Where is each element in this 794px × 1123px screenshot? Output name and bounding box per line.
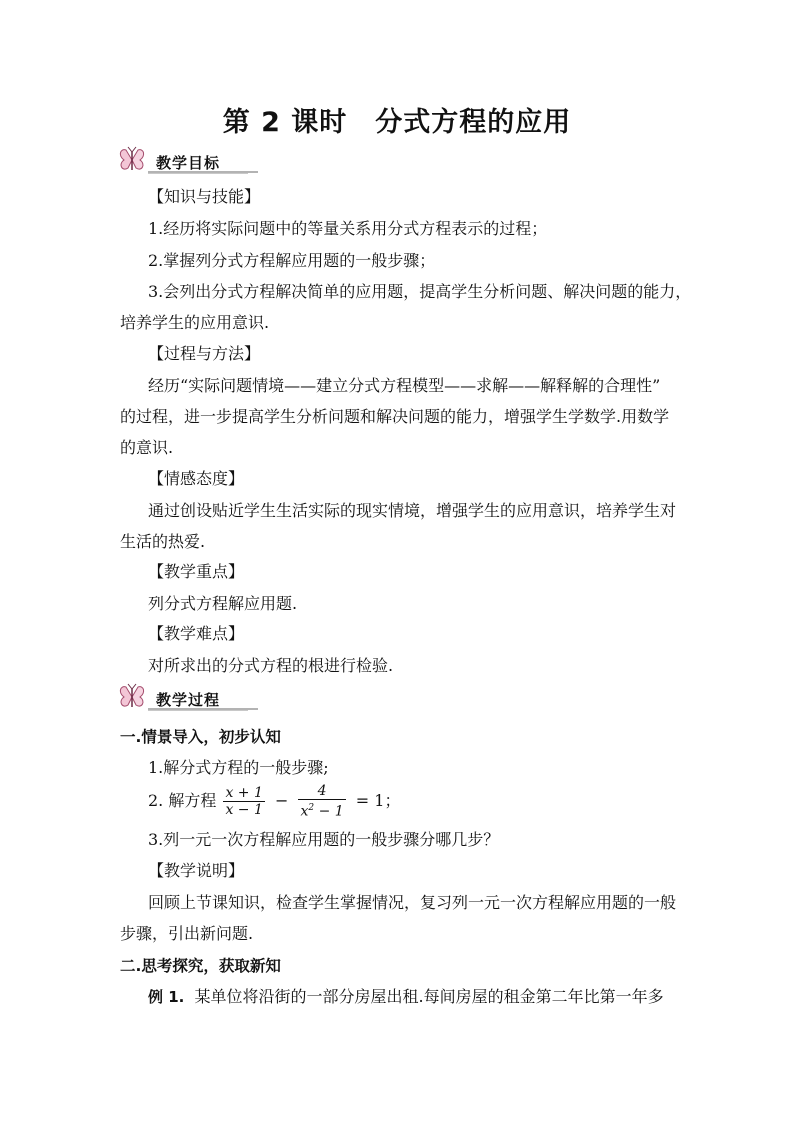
- fraction-2-numerator: 4: [317, 783, 327, 799]
- denominator-exponent: 2: [308, 803, 315, 813]
- example-1: [148, 987, 664, 1007]
- text-line: 通过创设贴近学生生活实际的现实情境，增强学生的应用意识，培养学生对: [148, 501, 677, 520]
- text-line: 步骤，引出新问题.: [120, 924, 254, 943]
- text-line: 对所求出的分式方程的根进行检验.: [148, 656, 394, 675]
- heading-difficulty: 【教学难点】: [148, 624, 245, 643]
- text-line: 1.解分式方程的一般步骤;: [148, 758, 329, 777]
- text-line: 生活的热爱.: [120, 532, 206, 551]
- text-line: 3.会列出分式方程解决简单的应用题，提高学生分析问题、解决问题的能力，: [148, 282, 692, 301]
- section-label: 教学目标: [156, 154, 221, 172]
- fraction-1: [223, 785, 264, 818]
- denominator-base: x: [300, 803, 309, 820]
- text-line: 回顾上节课知识，检查学生掌握情况，复习列一元一次方程解应用题的一般: [148, 893, 677, 912]
- text-line: 3.列一元一次方程解应用题的一般步骤分哪几步？: [148, 830, 500, 849]
- example-label: 例 1.: [148, 988, 185, 1006]
- page-title: 第 2 课时 分式方程的应用: [222, 107, 572, 138]
- heading-note: 【教学说明】: [148, 861, 245, 880]
- equation-rhs: = 1；: [355, 791, 401, 811]
- text-line: 培养学生的应用意识.: [120, 313, 270, 332]
- text-line: 1.经历将实际问题中的等量关系用分式方程表示的过程；: [148, 219, 548, 238]
- fraction-2: [298, 783, 345, 820]
- example-text: 某单位将沿街的一部分房屋出租.每间房屋的租金第二年比第一年多: [194, 987, 664, 1006]
- heading-knowledge: 【知识与技能】: [148, 187, 261, 206]
- equation-row: [148, 783, 403, 820]
- text-line: 的过程，进一步提高学生分析问题和解决问题的能力，增强学生学数学.用数学: [120, 407, 670, 426]
- section-badge-process: [118, 683, 268, 713]
- text-line: 列分式方程解应用题.: [148, 594, 298, 613]
- text-line: 经历“实际问题情境——建立分式方程模型——求解——解释解的合理性”: [148, 376, 661, 395]
- text-line: 2.掌握列分式方程解应用题的一般步骤；: [148, 251, 436, 270]
- denominator-rest: − 1: [314, 803, 344, 820]
- part-heading-2: 二.思考探究，获取新知: [120, 957, 281, 975]
- heading-emotion: 【情感态度】: [148, 469, 245, 488]
- heading-key-point: 【教学重点】: [148, 562, 245, 581]
- heading-method: 【过程与方法】: [148, 344, 261, 363]
- section-badge-goals: [118, 146, 268, 176]
- fraction-1-denominator: x − 1: [225, 801, 263, 818]
- text-line: 的意识.: [120, 438, 174, 457]
- equation-prefix: 2. 解方程: [148, 790, 217, 810]
- fraction-1-numerator: x + 1: [225, 784, 263, 801]
- minus-sign: −: [274, 791, 289, 811]
- part-heading-1: 一.情景导入，初步认知: [120, 728, 281, 746]
- section-label: 教学过程: [156, 691, 221, 709]
- fraction-2-denominator: [298, 799, 345, 820]
